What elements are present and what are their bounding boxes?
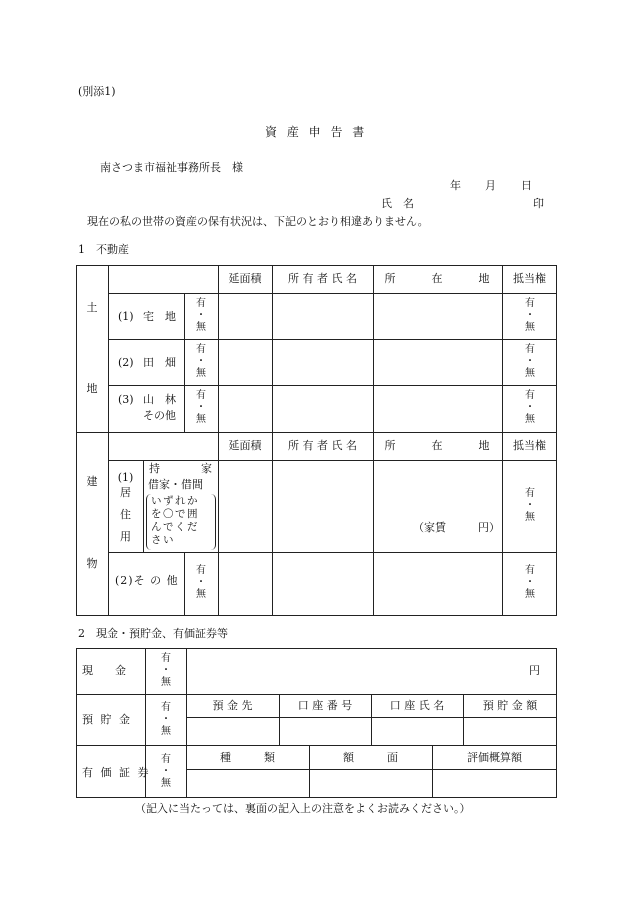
declaration-statement: 現在の私の世帯の資産の保有状況は、下記のとおり相違ありません。 (87, 215, 429, 228)
securities-yes-no[interactable]: 有 ・ 無 (161, 754, 171, 789)
rented-house-option[interactable]: 借家・借間 (148, 478, 203, 491)
deposit-col-amount: 預 貯 金 額 (482, 699, 538, 712)
other-building-mortgage-yes-no[interactable]: 有 ・ 無 (525, 565, 535, 600)
deposit-yes-no[interactable]: 有 ・ 無 (161, 702, 171, 737)
residence-char-3: 用 (120, 530, 131, 543)
bldg-col-floor-area: 延面積 (228, 439, 262, 452)
land-1-mortgage-yes-no[interactable]: 有 ・ 無 (525, 298, 535, 333)
land-label-bottom: 地 (86, 382, 98, 395)
circle-note-line-2: を〇で囲 (151, 508, 199, 520)
footer-note: （記入に当たっては、裏面の記入上の注意をよくお読みください。） (135, 802, 471, 815)
name-label: 氏 名 (381, 197, 414, 210)
col-location-1: 所 (384, 272, 396, 285)
rent-label-open: （家賃 (413, 521, 446, 534)
col-location-3: 地 (478, 272, 490, 285)
bldg-col-location-3: 地 (478, 439, 490, 452)
circle-note-line-3: んでくだ (151, 521, 199, 533)
date-day-label: 日 (521, 179, 532, 192)
date-month-label: 月 (485, 179, 496, 192)
deposit-col-account-name: 口 座 氏 名 (389, 699, 445, 712)
residence-char-1: 居 (120, 486, 131, 499)
bldg-col-mortgage: 抵当権 (513, 439, 546, 452)
land-row-3-name: 山 林 (143, 393, 176, 406)
land-label-top: 土 (86, 301, 98, 314)
page-title: 資 産 申 告 書 (265, 125, 368, 139)
land-row-3-name2: その他 (143, 409, 176, 422)
securities-label: 有 価 証 券 (82, 766, 151, 779)
seal-mark: 印 (533, 197, 544, 210)
residence-num: (1) (117, 471, 134, 484)
residence-char-2: 住 (120, 508, 131, 521)
deposit-col-bank: 預 金 先 (212, 699, 253, 712)
attachment-label: (別添1) (78, 85, 116, 98)
securities-col-type: 種 類 (220, 751, 275, 764)
col-floor-area: 延面積 (228, 272, 262, 285)
cash-yes-no[interactable]: 有 ・ 無 (161, 653, 171, 688)
land-row-1-num: (1) (118, 310, 134, 323)
other-building-label: (2)そ の 他 (115, 574, 179, 587)
rent-label-close: 円） (478, 521, 500, 534)
land-row-2-num: (2) (118, 356, 134, 369)
residence-mortgage-yes-no[interactable]: 有 ・ 無 (525, 488, 535, 523)
recipient: 南さつま市福祉事務所長 様 (100, 161, 243, 174)
bldg-col-location-2: 在 (431, 439, 443, 452)
section2-heading: 2 現金・預貯金、有価証券等 (78, 627, 228, 640)
cash-yen-unit: 円 (529, 664, 540, 677)
bldg-col-owner-name: 所 有 者 氏 名 (288, 439, 357, 452)
deposit-col-account-number: 口 座 番 号 (297, 699, 353, 712)
circle-note-line-1: いずれか (151, 495, 199, 507)
col-mortgage: 抵当権 (513, 272, 546, 285)
land-2-mortgage-yes-no[interactable]: 有 ・ 無 (525, 344, 535, 379)
securities-col-estimated-value: 評価概算額 (467, 751, 522, 764)
land-2-yes-no[interactable]: 有 ・ 無 (196, 344, 206, 379)
land-3-mortgage-yes-no[interactable]: 有 ・ 無 (525, 390, 535, 425)
land-row-1-name: 宅 地 (143, 310, 176, 323)
date-year-label: 年 (450, 179, 461, 192)
land-row-2-name: 田 畑 (143, 356, 176, 369)
building-label-top: 建 (86, 475, 98, 488)
col-owner-name: 所 有 者 氏 名 (288, 272, 357, 285)
owned-house-char-a[interactable]: 持 (149, 462, 160, 475)
bldg-col-location-1: 所 (384, 439, 396, 452)
land-3-yes-no[interactable]: 有 ・ 無 (196, 390, 206, 425)
building-label-bottom: 物 (86, 557, 98, 570)
securities-col-face-value: 額 面 (343, 751, 398, 764)
deposit-label: 預 貯 金 (82, 713, 132, 726)
land-1-yes-no[interactable]: 有 ・ 無 (196, 298, 206, 333)
section1-heading: 1 不動産 (78, 243, 129, 256)
land-row-3-num: (3) (118, 393, 134, 406)
cash-label: 現 金 (82, 664, 126, 677)
owned-house-char-b[interactable]: 家 (201, 462, 212, 475)
circle-note-line-4: さい (151, 534, 175, 546)
col-location-2: 在 (431, 272, 443, 285)
other-building-yes-no[interactable]: 有 ・ 無 (196, 565, 206, 600)
